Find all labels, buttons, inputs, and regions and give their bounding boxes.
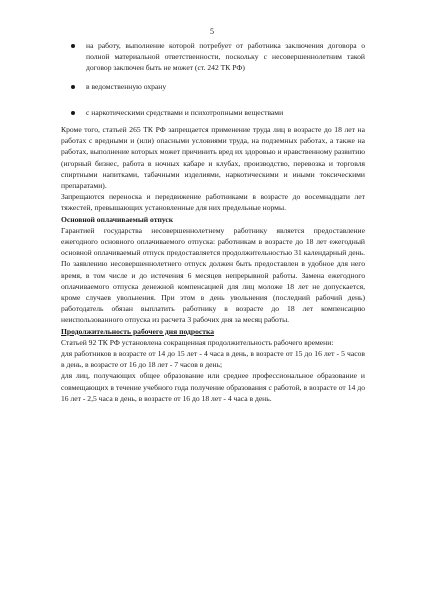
document-body bbox=[61, 40, 365, 404]
list-item bbox=[61, 81, 365, 92]
section-heading-leave: Основной оплачиваемый отпуск bbox=[61, 214, 174, 224]
paragraph-workers-hours: для работников в возрасте от 14 до 15 лет - 4 часа в день, в возрасте от 15 до 16 лет - 5 часов в день, в возрасте от 16 до 18 лет - 7 часов в день; bbox=[61, 349, 365, 370]
paragraph-article-92: Статьей 92 ТК РФ установлена сокращенная продолжительность рабочего времени: bbox=[61, 337, 334, 347]
list-item-text: с наркотическими средствами и психотропными веществами bbox=[86, 107, 284, 117]
bullet-icon bbox=[71, 44, 75, 48]
paragraph-article-265: Кроме того, статьей 265 ТК РФ запрещается применение труда лиц в возрасте до 18 лет на работах с вредными и (или) опасными условиями труда, на подземных работах, а также на работах, выполнение которых может причинить вред их здоровью и нравственному развитию (игорный бизнес, работа в ночных кабаре и клубах, производство, перевозка и торговля спиртными напитками, табачными изделиями, наркотическими и иными токсическими препаратами). bbox=[61, 125, 365, 191]
section-heading-hours: Продолжительность рабочего дня подростка bbox=[61, 326, 215, 336]
paragraph-leave: Гарантией государства несовершеннолетнему работнику является предоставление ежегодного основного оплачиваемого отпуска: работникам в возрасте до 18 лет ежегодный основной оплачиваемый отпуск предоставляется продолжительностью 31 календарный день. По заявлению несовершеннолетнего отпуск должен быть предоставлен в удобное для него время, в том числе и до истечения 6 месяцев непрерывной работы. Замена ежегодного оплачиваемого отпуска денежной компенсацией для лиц моложе 18 лет не допускается, кроме случаев увольнения. При этом в день увольнения (последний рабочий день) работодатель обязан выплатить работнику в возрасте до 18 лет компенсацию неиспользованного отпуска из расчета 3 рабочих дня за месяц работы. bbox=[61, 225, 365, 325]
list-item-text: на работу, выполнение которой потребует от работника заключения договора о полной материальной ответственности, поскольку с несовершеннолетним такой договор заключен быть не может (ст. 242 ТК РФ) bbox=[86, 41, 365, 73]
bullet-icon bbox=[71, 111, 75, 115]
list-item bbox=[61, 40, 365, 74]
paragraph-weights: Запрещаются переноска и передвижение работниками в возрасте до восемнадцати лет тяжестей, превышающих установленные для них предельные нормы. bbox=[61, 192, 365, 213]
list-item bbox=[61, 107, 365, 118]
bullet-icon bbox=[71, 85, 75, 89]
list-item-text: в ведомственную охрану bbox=[86, 81, 167, 91]
page-number: 5 bbox=[210, 27, 214, 36]
paragraph-students-hours: для лиц, получающих общее образование или среднее профессиональное образование и совмещающих в течение учебного года получение образования с работой, в возрасте от 14 до 16 лет - 2,5 часа в день, в возрасте от 16 до 18 лет - 4 часа в день. bbox=[61, 371, 365, 403]
